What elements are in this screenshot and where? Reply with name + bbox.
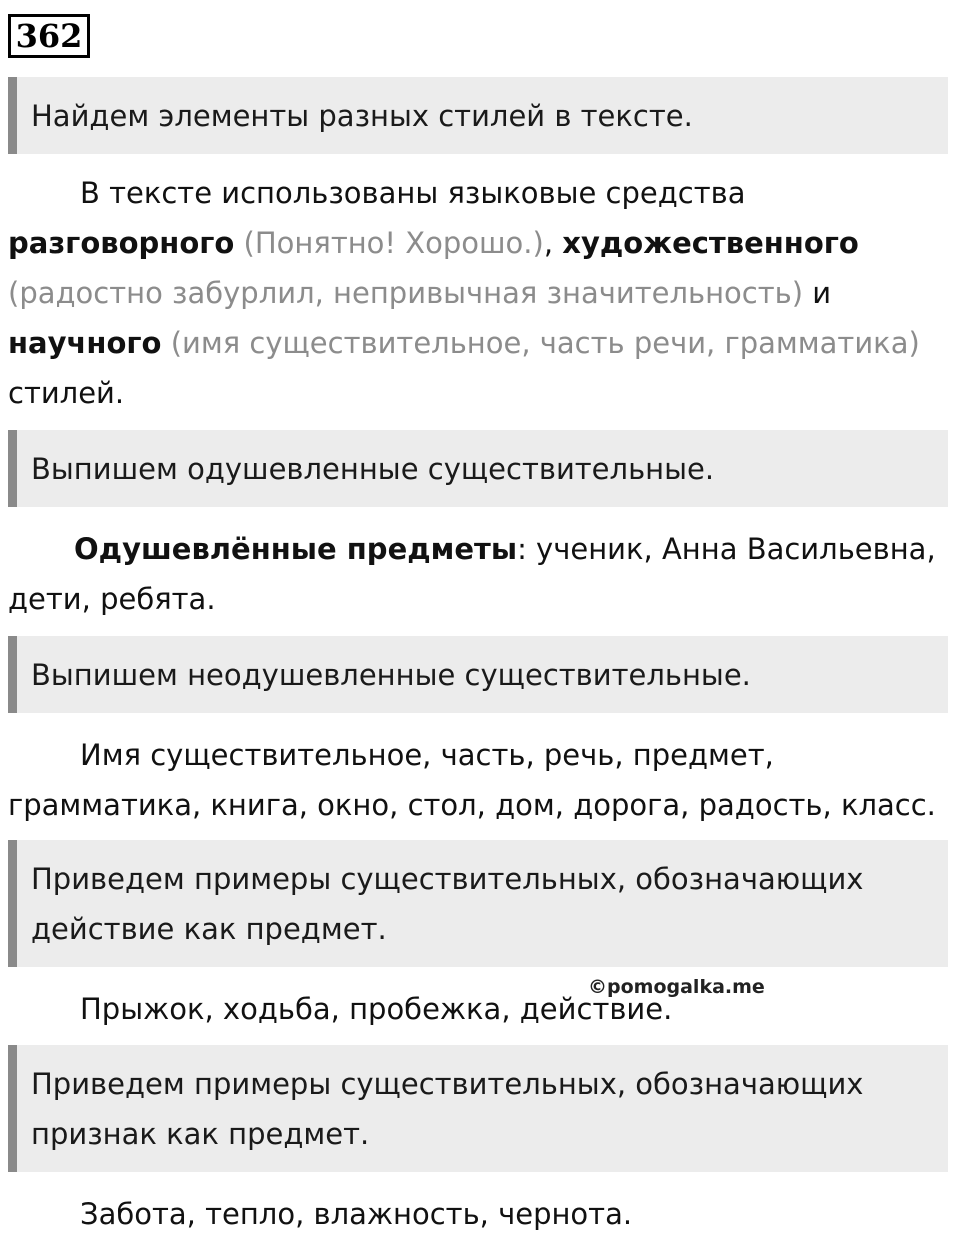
style-artistic-examples: (радостно забурлил, непривычная значительность)	[8, 276, 804, 310]
question-text: Выпишем неодушевленные существительные.	[31, 658, 751, 692]
question-box-action	[8, 840, 948, 967]
watermark: ©pomogalka.me	[588, 976, 765, 998]
style-scientific-name: научного	[8, 326, 162, 360]
question-box-inanimate	[8, 636, 948, 713]
answer-intro: В тексте использованы языковые средства	[80, 176, 746, 210]
question-box-animate	[8, 430, 948, 507]
answer-inanimate	[8, 730, 953, 830]
answer-ending: стилей.	[8, 376, 125, 410]
question-text-line2: действие как предмет.	[31, 912, 387, 946]
question-text-line1: Приведем примеры существительных, обозначающих	[31, 862, 864, 896]
inanimate-list-line1: Имя существительное, часть, речь, предмет,	[80, 738, 774, 772]
style-scientific-examples: (имя существительное, часть речи, грамматика)	[170, 326, 920, 360]
style-artistic-name: художественного	[562, 226, 859, 260]
answer-action	[8, 984, 953, 1034]
task-number-badge: 362	[8, 14, 90, 58]
answer-styles: В тексте использованы языковые средства разговорного (Понятно! Хорошо.), художественного (радостно забурлил, непривычная значительность) и научного (имя существительное, часть речи, грамматика) стилей.	[8, 176, 920, 410]
and-word: и	[812, 276, 832, 310]
animate-list-line1: : ученик, Анна Васильевна,	[517, 532, 936, 566]
answer-attribute	[8, 1189, 953, 1239]
animate-list-line2: дети, ребята.	[8, 582, 216, 616]
inanimate-list-line2: грамматика, книга, окно, стол, дом, дорога, радость, класс.	[8, 788, 936, 822]
question-text-line2: признак как предмет.	[31, 1117, 370, 1151]
action-nouns-list: Прыжок, ходьба, пробежка, действие.	[80, 992, 673, 1026]
question-text: Найдем элементы разных стилей в тексте.	[31, 99, 693, 133]
question-text: Выпишем одушевленные существительные.	[31, 452, 715, 486]
question-box-attribute	[8, 1045, 948, 1172]
style-colloquial-examples: (Понятно! Хорошо.)	[243, 226, 544, 260]
question-box-styles	[8, 77, 948, 154]
answer-animate	[8, 524, 953, 624]
animate-label: Одушевлённые предметы	[74, 532, 518, 566]
style-colloquial-name: разговорного	[8, 226, 235, 260]
question-text-line1: Приведем примеры существительных, обозначающих	[31, 1067, 864, 1101]
attribute-nouns-list: Забота, тепло, влажность, чернота.	[80, 1197, 633, 1231]
